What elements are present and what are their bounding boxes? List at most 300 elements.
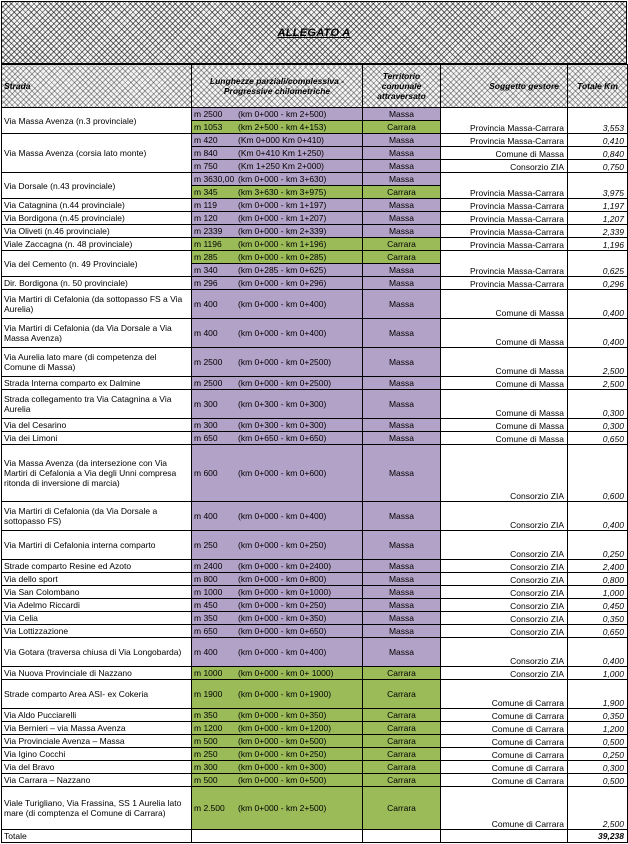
total-km-cell: 0,840	[568, 147, 628, 160]
length-progressive: (km 0+300 - km 0+300)	[238, 399, 327, 409]
length-progressive: (km 0+000 - km 0+350)	[238, 710, 327, 720]
territory-cell: Massa	[363, 160, 441, 173]
length-meters: m 345	[194, 187, 218, 197]
length-progressive: (km 0+000 - km 2+500)	[238, 803, 327, 813]
length-cell	[192, 290, 363, 319]
total-km-cell: 0,400	[568, 638, 628, 667]
manager-cell: Comune di Massa	[441, 419, 568, 432]
road-name: Strade comparto Area ASI- ex Cokeria	[2, 680, 192, 709]
road-name: Viale Zaccagna (n. 48 provinciale)	[2, 238, 192, 251]
manager-cell: Consorzio ZIA	[441, 560, 568, 573]
length-progressive: (km 0+000 - km 0+250)	[238, 600, 327, 610]
length-progressive: (km 0+000 - km 0+350)	[238, 613, 327, 623]
road-name: Via Bernieri – via Massa Avenza	[2, 722, 192, 735]
header-territorio: Territorio comunale attraversato	[363, 65, 441, 108]
table-row	[2, 722, 628, 735]
road-name: Via Martiri di Cefalonia interna comparto	[2, 531, 192, 560]
length-meters: m 3630,00	[194, 174, 235, 184]
road-name: Via Bordigona (n.45 provinciale)	[2, 212, 192, 225]
length-cell	[192, 390, 363, 419]
territory-cell: Carrara	[363, 735, 441, 748]
manager-cell: Comune di Massa	[441, 377, 568, 390]
road-name: Via Igino Cocchi	[2, 748, 192, 761]
title-band	[1, 1, 627, 64]
length-cell	[192, 667, 363, 680]
length-meters: m 119	[194, 200, 217, 210]
length-progressive: (Km 1+250 Km 2+000)	[238, 161, 324, 171]
length-cell	[192, 108, 363, 121]
length-progressive: (km 0+000 - km 0+400)	[238, 647, 327, 657]
length-cell	[192, 199, 363, 212]
length-meters: m 120	[194, 213, 218, 223]
table-row	[2, 680, 628, 709]
length-cell	[192, 531, 363, 560]
total-km-cell: 0,600	[568, 445, 628, 502]
total-km-cell: 0,650	[568, 432, 628, 445]
length-cell	[192, 787, 363, 830]
length-meters: m 600	[194, 468, 218, 478]
length-meters: m 250	[194, 540, 218, 550]
territory-cell: Massa	[363, 612, 441, 625]
length-meters: m 400	[194, 511, 218, 521]
total-km-cell: 2,500	[568, 377, 628, 390]
length-meters: m 840	[194, 148, 218, 158]
territory-cell: Carrara	[363, 238, 441, 251]
length-cell	[192, 212, 363, 225]
length-progressive: (Km 0+410 Km 1+250)	[238, 148, 324, 158]
length-cell	[192, 638, 363, 667]
manager-cell: Consorzio ZIA	[441, 573, 568, 586]
length-meters: m 1053	[194, 122, 223, 132]
allegato-sheet	[1, 1, 627, 843]
territory-cell: Massa	[363, 348, 441, 377]
length-meters: m 296	[194, 278, 218, 288]
length-meters: m 500	[194, 736, 218, 746]
length-meters: m 1000	[194, 587, 223, 597]
territory-cell: Massa	[363, 390, 441, 419]
length-cell	[192, 134, 363, 147]
table-row	[2, 612, 628, 625]
length-progressive: (km 0+000 - km 0+300)	[238, 762, 327, 772]
table-row	[2, 199, 628, 212]
territory-cell: Massa	[363, 319, 441, 348]
table-row	[2, 238, 628, 251]
total-km-cell: 0,250	[568, 748, 628, 761]
total-km-cell: 2,339	[568, 225, 628, 238]
header-lunghezze: Lunghezze parziali/complessiva - Progressive chilometriche	[192, 65, 363, 108]
road-name: Via Oliveti (n.46 provinciale)	[2, 225, 192, 238]
manager-cell: Comune di Massa	[441, 348, 568, 377]
territory-cell: Massa	[363, 638, 441, 667]
total-km-cell: 0,296	[568, 277, 628, 290]
road-name: Via San Colombano	[2, 586, 192, 599]
length-progressive: (Km 0+000 Km 0+410)	[238, 135, 324, 145]
length-cell	[192, 625, 363, 638]
total-km-cell: 0,500	[568, 735, 628, 748]
table-row	[2, 787, 628, 830]
table-row	[2, 445, 628, 502]
length-progressive: (km 0+000 - km 0+ 1000)	[238, 668, 334, 678]
table-row	[2, 108, 628, 121]
total-km-cell: 1,000	[568, 667, 628, 680]
page-title: ALLEGATO A	[277, 26, 351, 39]
road-name: Via Adelmo Riccardi	[2, 599, 192, 612]
length-meters: m 2339	[194, 226, 223, 236]
length-progressive: (km 0+000 - km 1+197)	[238, 200, 327, 210]
table-row	[2, 638, 628, 667]
length-cell	[192, 709, 363, 722]
length-cell	[192, 251, 363, 264]
length-progressive: (km 0+000 - km 0+1200)	[238, 723, 332, 733]
length-meters: m 285	[194, 252, 218, 262]
road-name: Via dei Limoni	[2, 432, 192, 445]
length-meters: m 300	[194, 399, 218, 409]
length-cell	[192, 377, 363, 390]
length-progressive: (km 3+630 - km 3+975)	[238, 187, 327, 197]
total-value: 39,238	[568, 830, 628, 843]
length-progressive: (km 0+000 - km 0+400)	[238, 511, 327, 521]
header-strada: Strada	[2, 65, 192, 108]
territory-cell: Massa	[363, 225, 441, 238]
road-name: Via Massa Avenza (n.3 provinciale)	[2, 108, 192, 134]
road-name: Via Martiri di Cefalonia (da Via Dorsale a Via Massa Avenza)	[2, 319, 192, 348]
total-km-cell: 1,207	[568, 212, 628, 225]
length-cell	[192, 319, 363, 348]
length-progressive: (km 0+300 - km 0+300)	[238, 420, 327, 430]
length-progressive: (km 0+000 - km 0+600)	[238, 468, 327, 478]
total-km-cell: 3,553	[568, 108, 628, 134]
road-name: Via del Bravo	[2, 761, 192, 774]
manager-cell: Consorzio ZIA	[441, 599, 568, 612]
length-cell	[192, 722, 363, 735]
territory-cell: Carrara	[363, 709, 441, 722]
length-meters: m 350	[194, 710, 218, 720]
total-km-cell: 0,410	[568, 134, 628, 147]
length-progressive: (km 0+000 - km 0+2500)	[238, 378, 332, 388]
territory-cell: Massa	[363, 264, 441, 277]
length-meters: m 400	[194, 647, 218, 657]
length-meters: m 300	[194, 420, 218, 430]
manager-cell: Comune di Massa	[441, 390, 568, 419]
table-row	[2, 134, 628, 147]
territory-cell: Massa	[363, 586, 441, 599]
territory-cell: Massa	[363, 108, 441, 121]
manager-cell: Provincia Massa-Carrara	[441, 212, 568, 225]
length-progressive: (km 0+000 - km 0+1000)	[238, 587, 332, 597]
total-km-cell: 0,300	[568, 390, 628, 419]
manager-cell: Provincia Massa-Carrara	[441, 199, 568, 212]
road-name: Via Massa Avenza (corsia lato monte)	[2, 134, 192, 173]
length-progressive: (km 0+000 - km 0+2400)	[238, 561, 332, 571]
length-cell	[192, 225, 363, 238]
manager-cell: Provincia Massa-Carrara	[441, 225, 568, 238]
length-meters: m 2400	[194, 561, 223, 571]
road-name: Via Carrara – Nazzano	[2, 774, 192, 787]
total-km-cell: 2,500	[568, 348, 628, 377]
table-row	[2, 377, 628, 390]
length-progressive: (km 0+000 - km 0+800)	[238, 574, 327, 584]
table-body	[2, 108, 628, 830]
length-meters: m 2500	[194, 378, 223, 388]
manager-cell: Comune di Carrara	[441, 722, 568, 735]
manager-cell: Comune di Carrara	[441, 735, 568, 748]
length-progressive: (km 0+000 - km 0+400)	[238, 299, 327, 309]
manager-cell: Comune di Massa	[441, 432, 568, 445]
road-name: Via Martiri di Cefalonia (da sottopasso FS a Via Aurelia)	[2, 290, 192, 319]
manager-cell: Provincia Massa-Carrara	[441, 173, 568, 199]
table-row	[2, 761, 628, 774]
length-cell	[192, 586, 363, 599]
length-progressive: (km 0+000 - km 0+400)	[238, 328, 327, 338]
road-name: Dir. Bordigona (n. 50 provinciale)	[2, 277, 192, 290]
length-progressive: (km 0+000 - km 0+1900)	[238, 689, 332, 699]
length-cell	[192, 432, 363, 445]
table-row	[2, 667, 628, 680]
length-progressive: (km 2+500 - km 4+153)	[238, 122, 327, 132]
length-meters: m 650	[194, 433, 218, 443]
length-meters: m 300	[194, 762, 218, 772]
table-row	[2, 774, 628, 787]
length-cell	[192, 612, 363, 625]
manager-cell: Comune di Carrara	[441, 709, 568, 722]
manager-cell: Comune di Massa	[441, 290, 568, 319]
road-name: Via Catagnina (n.44 provinciale)	[2, 199, 192, 212]
total-km-cell: 0,650	[568, 625, 628, 638]
table-row	[2, 625, 628, 638]
length-meters: m 350	[194, 613, 218, 623]
table-row	[2, 290, 628, 319]
length-cell	[192, 147, 363, 160]
territory-cell: Massa	[363, 290, 441, 319]
length-cell	[192, 573, 363, 586]
length-progressive: (km 0+000 - km 0+500)	[238, 775, 327, 785]
length-meters: m 800	[194, 574, 218, 584]
total-km-cell: 0,300	[568, 761, 628, 774]
territory-cell: Massa	[363, 199, 441, 212]
territory-cell: Carrara	[363, 774, 441, 787]
total-km-cell: 1,197	[568, 199, 628, 212]
table-row	[2, 225, 628, 238]
length-meters: m 250	[194, 749, 218, 759]
table-row	[2, 502, 628, 531]
manager-cell: Provincia Massa-Carrara	[441, 277, 568, 290]
length-meters: m 650	[194, 626, 218, 636]
table-row	[2, 212, 628, 225]
length-cell	[192, 680, 363, 709]
territory-cell: Carrara	[363, 787, 441, 830]
territory-cell: Carrara	[363, 722, 441, 735]
road-name: Via Nuova Provinciale di Nazzano	[2, 667, 192, 680]
total-km-cell: 0,450	[568, 599, 628, 612]
table-row	[2, 319, 628, 348]
total-empty-cell	[363, 830, 441, 843]
length-meters: m 750	[194, 161, 218, 171]
table-row	[2, 573, 628, 586]
length-cell	[192, 774, 363, 787]
territory-cell: Massa	[363, 173, 441, 186]
length-meters: m 500	[194, 775, 218, 785]
length-cell	[192, 264, 363, 277]
road-name: Via Aurelia lato mare (di competenza del Comune di Massa)	[2, 348, 192, 377]
manager-cell: Comune di Carrara	[441, 680, 568, 709]
length-progressive: (km 0+000 - km 0+650)	[238, 626, 327, 636]
length-progressive: (km 0+000 - km 3+630)	[238, 174, 327, 184]
total-km-cell: 0,500	[568, 774, 628, 787]
total-km-cell: 1,200	[568, 722, 628, 735]
road-name: Via Massa Avenza (da intersezione con Via Martiri di Cefalonia a Via degli Unni compresa ritonda di inversione di marcia)	[2, 445, 192, 502]
length-cell	[192, 277, 363, 290]
road-name: Via del Cemento (n. 49 Provinciale)	[2, 251, 192, 277]
manager-cell: Comune di Carrara	[441, 774, 568, 787]
length-progressive: (km 0+000 - km 2+339)	[238, 226, 327, 236]
territory-cell: Massa	[363, 445, 441, 502]
total-km-cell: 0,400	[568, 319, 628, 348]
length-meters: m 2500	[194, 109, 223, 119]
territory-cell: Carrara	[363, 680, 441, 709]
road-name: Via del Cesarino	[2, 419, 192, 432]
road-name: Via Celia	[2, 612, 192, 625]
total-km-cell: 0,400	[568, 502, 628, 531]
road-name: Strada Interna comparto ex Dalmine	[2, 377, 192, 390]
road-name: Via Dorsale (n.43 provinciale)	[2, 173, 192, 199]
manager-cell: Consorzio ZIA	[441, 502, 568, 531]
manager-cell: Consorzio ZIA	[441, 625, 568, 638]
total-km-cell: 2,500	[568, 787, 628, 830]
length-meters: m 2.500	[194, 803, 225, 813]
manager-cell: Consorzio ZIA	[441, 531, 568, 560]
table-row	[2, 709, 628, 722]
length-cell	[192, 560, 363, 573]
length-cell	[192, 502, 363, 531]
length-cell	[192, 419, 363, 432]
table-row	[2, 432, 628, 445]
total-km-cell: 0,250	[568, 531, 628, 560]
length-progressive: (km 0+000 - km 0+2500)	[238, 357, 332, 367]
total-km-cell: 0,625	[568, 251, 628, 277]
table-row	[2, 748, 628, 761]
length-progressive: (km 0+650 - km 0+650)	[238, 433, 327, 443]
road-name: Via Lottizzazione	[2, 625, 192, 638]
manager-cell: Comune di Carrara	[441, 761, 568, 774]
total-km-cell: 1,900	[568, 680, 628, 709]
length-progressive: (km 0+000 - km 0+500)	[238, 736, 327, 746]
total-km-cell: 0,750	[568, 160, 628, 173]
manager-cell: Provincia Massa-Carrara	[441, 108, 568, 134]
length-meters: m 1196	[194, 239, 222, 249]
length-cell	[192, 735, 363, 748]
territory-cell: Carrara	[363, 761, 441, 774]
territory-cell: Massa	[363, 147, 441, 160]
manager-cell: Consorzio ZIA	[441, 586, 568, 599]
length-meters: m 450	[194, 600, 218, 610]
manager-cell: Comune di Massa	[441, 147, 568, 160]
total-row	[2, 830, 628, 843]
table-row	[2, 419, 628, 432]
total-km-cell: 2,400	[568, 560, 628, 573]
road-name: Strade comparto Resine ed Azoto	[2, 560, 192, 573]
total-empty-cell	[441, 830, 568, 843]
territory-cell: Massa	[363, 134, 441, 147]
table-row	[2, 735, 628, 748]
length-cell	[192, 761, 363, 774]
total-km-cell: 3,975	[568, 173, 628, 199]
manager-cell: Consorzio ZIA	[441, 612, 568, 625]
total-km-cell: 0,800	[568, 573, 628, 586]
manager-cell: Consorzio ZIA	[441, 445, 568, 502]
manager-cell: Provincia Massa-Carrara	[441, 251, 568, 277]
road-name: Via dello sport	[2, 573, 192, 586]
total-km-cell: 0,350	[568, 612, 628, 625]
table-row	[2, 586, 628, 599]
territory-cell: Massa	[363, 432, 441, 445]
table-row	[2, 277, 628, 290]
total-km-cell: 0,350	[568, 709, 628, 722]
total-km-cell: 1,000	[568, 586, 628, 599]
territory-cell: Massa	[363, 560, 441, 573]
total-label: Totale	[2, 830, 192, 843]
length-progressive: (km 0+000 - km 1+196)	[238, 239, 327, 249]
territory-cell: Carrara	[363, 251, 441, 264]
length-cell	[192, 121, 363, 134]
manager-cell: Provincia Massa-Carrara	[441, 238, 568, 251]
length-cell	[192, 348, 363, 377]
roads-table	[1, 64, 628, 843]
manager-cell: Comune di Carrara	[441, 787, 568, 830]
road-name: Via Gotara (traversa chiusa di Via Longobarda)	[2, 638, 192, 667]
length-meters: m 340	[194, 265, 218, 275]
territory-cell: Massa	[363, 502, 441, 531]
total-km-cell: 0,300	[568, 419, 628, 432]
manager-cell: Consorzio ZIA	[441, 160, 568, 173]
length-progressive: (km 0+000 - km 0+250)	[238, 540, 327, 550]
length-meters: m 2500	[194, 357, 223, 367]
territory-cell: Massa	[363, 625, 441, 638]
length-cell	[192, 186, 363, 199]
territory-cell: Massa	[363, 599, 441, 612]
length-cell	[192, 160, 363, 173]
manager-cell: Consorzio ZIA	[441, 638, 568, 667]
territory-cell: Carrara	[363, 748, 441, 761]
total-km-cell: 0,400	[568, 290, 628, 319]
territory-cell: Carrara	[363, 121, 441, 134]
length-progressive: (km 0+000 - km 1+207)	[238, 213, 327, 223]
territory-cell: Massa	[363, 212, 441, 225]
manager-cell: Comune di Carrara	[441, 748, 568, 761]
road-name: Viale Turigliano, Via Frassina, SS 1 Aurelia lato mare (di comptenza el Comune di Carrara)	[2, 787, 192, 830]
territory-cell: Massa	[363, 531, 441, 560]
table-row	[2, 599, 628, 612]
header-totale: Totale Km	[568, 65, 628, 108]
road-name: Strada collegamento tra Via Catagnina a Via Aurelia	[2, 390, 192, 419]
length-progressive: (km 0+000 - km 0+296)	[238, 278, 327, 288]
length-progressive: (km 0+000 - km 2+500)	[238, 109, 327, 119]
manager-cell: Consorzio ZIA	[441, 667, 568, 680]
length-meters: m 420	[194, 135, 218, 145]
length-cell	[192, 445, 363, 502]
table-row	[2, 390, 628, 419]
length-meters: m 400	[194, 328, 218, 338]
manager-cell: Comune di Massa	[441, 319, 568, 348]
length-cell	[192, 599, 363, 612]
table-row	[2, 560, 628, 573]
road-name: Via Martiri di Cefalonia (da Via Dorsale a sottopasso FS)	[2, 502, 192, 531]
length-meters: m 400	[194, 299, 218, 309]
length-meters: m 1000	[194, 668, 223, 678]
table-row	[2, 251, 628, 264]
length-meters: m 1900	[194, 689, 223, 699]
total-km-cell: 1,196	[568, 238, 628, 251]
territory-cell: Carrara	[363, 667, 441, 680]
